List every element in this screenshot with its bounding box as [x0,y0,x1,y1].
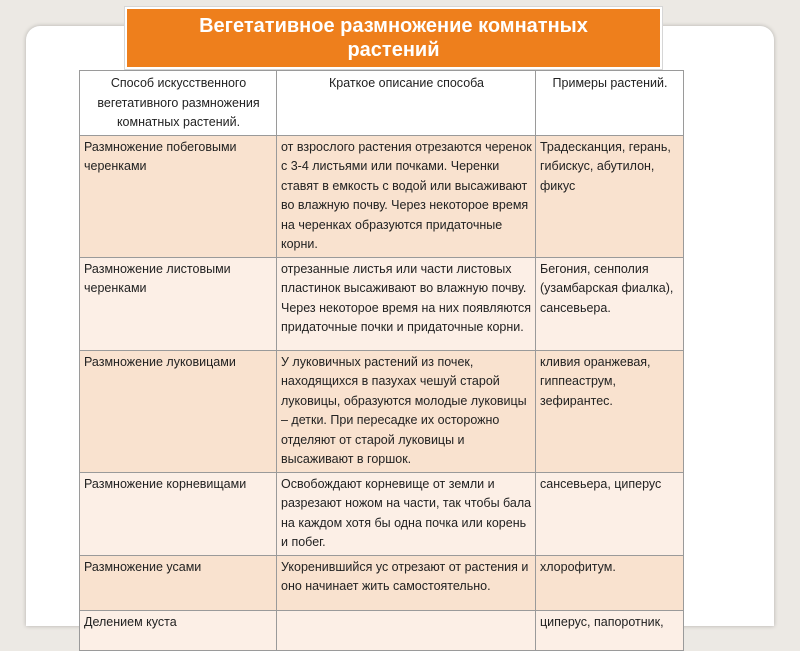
slide-title-box [125,7,662,69]
table-row [80,257,684,350]
header-method: Способ искусственного вегетативного размножения комнатных растений. [80,71,277,136]
table-header-row [80,71,684,136]
cell-method: Размножение луковицами [80,350,277,472]
cell-method: Размножение усами [80,555,277,610]
cell-description: отрезанные листья или части листовых пластинок высаживают во влажную почву. Через некоторое время на них появляются придаточные почки и придаточные корни. [277,257,536,350]
cell-method: Размножение побеговыми черенками [80,135,277,257]
cell-examples: сансевьера, циперус [536,472,684,555]
table-row [80,135,684,257]
table-row [80,472,684,555]
header-description: Краткое описание способа [277,71,536,136]
cell-examples: циперус, папоротник, [536,610,684,650]
cell-examples: кливия оранжевая, гиппеаструм, зефирантес. [536,350,684,472]
table-row [80,350,684,472]
cell-method: Размножение корневищами [80,472,277,555]
cell-examples: хлорофитум. [536,555,684,610]
cell-description: У луковичных растений из почек, находящихся в пазухах чешуй старой луковицы, образуются молодые луковицы – детки. При пересадке их осторожно отделяют от старой луковицы и высаживают в горшок. [277,350,536,472]
cell-method: Размножение листовыми черенками [80,257,277,350]
table-row [80,610,684,650]
slide-title: Вегетативное размножение комнатных растений [199,15,588,61]
cell-description [277,610,536,650]
cell-method: Делением куста [80,610,277,650]
propagation-table [79,70,684,651]
header-examples: Примеры растений. [536,71,684,136]
cell-examples: Традесканция, герань, гибискус, абутилон, фикус [536,135,684,257]
cell-description: Укоренившийся ус отрезают от растения и оно начинает жить самостоятельно. [277,555,536,610]
cell-description: от взрослого растения отрезаются черенок с 3-4 листьями или почками. Черенки ставят в емкость с водой или высаживают во влажную почву. Через некоторое время на черенках образуются придаточные корни. [277,135,536,257]
cell-description: Освобождают корневище от земли и разрезают ножом на части, так чтобы бала на каждом хотя бы одна почка или корень и побег. [277,472,536,555]
cell-examples: Бегония, сенполия (узамбарская фиалка), сансевьера. [536,257,684,350]
table-row [80,555,684,610]
